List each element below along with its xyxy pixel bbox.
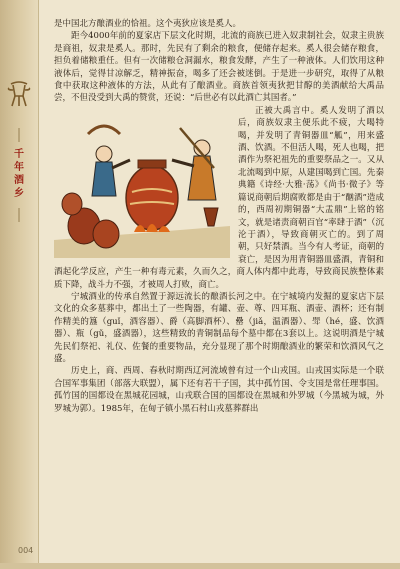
paragraph-0: 是中国北方酿酒业的恰祖。这个夷狄应该是奚人。 [54,19,242,29]
bronze-vessel-icon [5,78,33,108]
paragraph-3: 宁城酒业的传承自然置于源远流长的酿酒长河之中。在宁城境内发掘的夏家店下层文化的众多墓葬中，都出土了一些陶器，有罐、壶、尊、四耳瓶、酒壶、酒杯；还有制作精美的簋（guǐ，酒容器）、爵（高脚酒杯）、罍（jiǎ，温酒器）、斝（hé，盛、饮酒器）、瓶（gǔ，盛酒器），这些精致的青铜制品每个墓中都在3套以上。这说明酒是宁城先民们祭祀、礼仪、佐餐的重要物品，充分显现了那个时期酿酒业的繁荣和饮酒风气之盛。 [54,291,384,364]
sidebar-section-title: 千年酒乡 [14,149,24,199]
sidebar-rule-top [18,128,20,142]
sidebar-rule-bottom [18,208,20,222]
sidebar [0,0,39,569]
page-body [54,18,384,415]
bottom-band [0,563,400,569]
winemaking-illustration [54,108,230,258]
page-number: 004 [18,546,34,555]
paragraph-1: 距今4000年前的夏家店下层文化时期，北流的商族已进入奴隶制社会，奴隶主贵族是商祖，奴隶是奚人。那时，先民有了剩余的粮食，便储存起来。奚人很会储存粮食，担负着储粮重任。但有一次储粮仓洞漏水，粮食发酵，产生了一种液体。人们饮用这种液体后，觉得甘凉解乏，精神振奋，喝多了还会被迷倒。于是进一步研究，取得了从粮食中获取这种液体的方法，从此有了酿酒业。商族首领夷狄把甘醇的美酒献给大禹品尝，不但没受到大禹的赞赏，还说：“后世必有以此酒亡其国者。” [54,31,384,104]
paragraph-2: 正被大禹言中。奚人发明了酒以后，商族奴隶主便乐此不疲，大喝特喝，并发明了青铜器皿“觚”，用来盛酒、饮酒。不但活人喝，死人也喝，把酒作为祭祀祖先的重要祭品之一。又从北流喝到中原，从建国喝到亡国。先秦典籍《诗经·大雅·荡》《尚书·微子》等篇说商朝后期腐败都是由于“酗酒”造成的，西周初期铜器“大盂鼎”上铭的铭文，就是诸责商朝百官“率肆于酒”（沉沦于酒），导致商朝灭亡的。到了周朝，只好禁酒。当今有人考证，商朝的衰亡，是因为用青铜器皿盛酒，青铜和酒起化学反应，产生一种有毒元素，久而久之，商人体内都中此毒，导致商民族整体素质下降，战斗力不强，才被周人打败，商亡。 [54,105,384,290]
paragraph-4: 历史上，商、西周、春秋时期西辽河流域曾有过一个山戎国。山戎国实际是一个联合国军事集团（部落大联盟），属下还有若干子国，其中孤竹国、令支国是常任理事国。孤竹国的国都设在黑城花园城，山戎联合国的国都设在黑城和外罗城（今黑城为城，外罗城为郭）。1985年，在甸子镇小黑石村山戎墓葬群出 [54,366,384,414]
